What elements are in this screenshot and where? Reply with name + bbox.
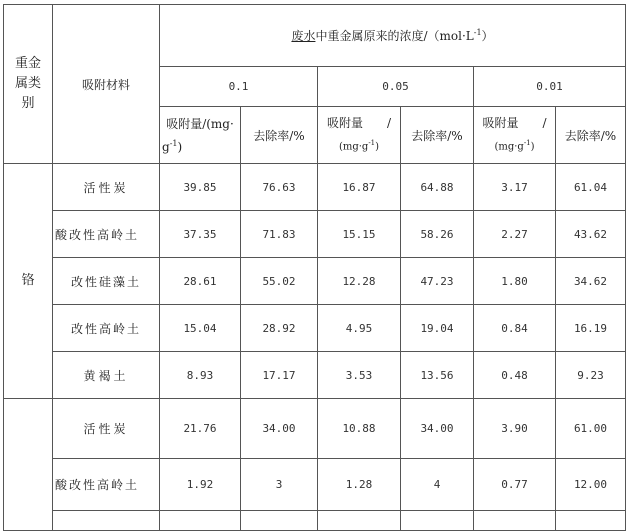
value: 61.00	[573, 422, 608, 435]
metal-label: 铬	[21, 273, 35, 288]
table-row	[4, 305, 626, 352]
value-cell	[474, 258, 556, 305]
value-cell	[241, 399, 318, 459]
value: 71.83	[262, 227, 296, 241]
removal-label-2: 去除率/%	[411, 128, 463, 143]
value: 3	[275, 478, 283, 491]
ads-alt-b-2: (mg·g	[494, 141, 524, 153]
value: 34.00	[262, 422, 296, 435]
material-label: 活性炭	[83, 180, 129, 195]
value-cell	[318, 459, 401, 511]
header-concentration	[160, 5, 626, 67]
value: 39.85	[183, 180, 217, 194]
header-adsorption-3	[474, 107, 556, 164]
value: 1.28	[345, 478, 373, 491]
value-cell	[474, 459, 556, 511]
value-cell	[401, 352, 474, 399]
header-removal-3	[556, 107, 626, 164]
value: 28.92	[262, 321, 296, 335]
value-cell	[474, 511, 556, 531]
value-cell	[318, 305, 401, 352]
material-label: 活性炭	[83, 422, 129, 436]
value: 21.76	[183, 422, 217, 435]
ads-alt-b-exp-2: -1	[523, 138, 531, 147]
value: 15.15	[342, 227, 376, 241]
value-cell	[241, 511, 318, 531]
material-cell	[53, 258, 160, 305]
material-cell	[53, 211, 160, 258]
table-row	[4, 459, 626, 511]
value-cell	[556, 305, 626, 352]
value: 64.88	[420, 180, 454, 194]
ads-alt-b-exp-1: -1	[368, 138, 376, 147]
ads-alt-b-close-1: )	[375, 141, 380, 153]
value: 43.62	[573, 227, 608, 241]
value-cell	[160, 459, 241, 511]
conc-label-2: 0.05	[382, 80, 409, 93]
table-row	[4, 211, 626, 258]
value-cell	[241, 305, 318, 352]
ads-alt-b-close-2: )	[530, 141, 535, 153]
ads-alt-b-wrap-1	[318, 133, 400, 157]
value: 1.92	[186, 478, 214, 491]
table-row	[4, 399, 626, 459]
value-cell	[401, 258, 474, 305]
value-cell	[401, 164, 474, 211]
header-conc-rest: 中重金属原来的浓度/（mol·L	[315, 29, 474, 43]
ads-label-b-exp: -1	[169, 138, 178, 148]
value-cell	[160, 258, 241, 305]
value-cell	[160, 211, 241, 258]
material-cell	[53, 305, 160, 352]
conc-0.05	[318, 67, 474, 107]
value-cell	[160, 511, 241, 531]
value-cell	[318, 211, 401, 258]
header-metal-category-label: 重金属类别	[14, 56, 41, 111]
value: 4.95	[345, 321, 373, 335]
material-label: 改性高岭土	[70, 321, 141, 336]
value-cell	[556, 211, 626, 258]
value: 34.62	[573, 274, 608, 288]
value: 13.56	[420, 368, 454, 382]
ads-label-a: 吸附量/(mg·	[166, 116, 234, 131]
value-cell	[160, 352, 241, 399]
value: 16.19	[573, 321, 608, 335]
value-cell	[318, 511, 401, 531]
header-conc-close: ）	[481, 29, 494, 43]
table-row	[4, 352, 626, 399]
header-removal-2	[401, 107, 474, 164]
value: 55.02	[262, 274, 296, 288]
value-cell	[474, 305, 556, 352]
value-cell	[241, 258, 318, 305]
ads-label-b-wrap	[160, 134, 240, 157]
header-material-label: 吸附材料	[81, 77, 130, 92]
conc-0.1	[160, 67, 318, 107]
adsorption-table	[3, 4, 626, 531]
value-cell	[556, 352, 626, 399]
value-cell	[401, 211, 474, 258]
material-cell	[53, 352, 160, 399]
value: 8.93	[186, 368, 214, 382]
table-row	[4, 164, 626, 211]
material-label: 酸改性高岭土	[55, 478, 140, 492]
removal-label-1: 去除率/%	[253, 128, 305, 143]
value: 3.90	[501, 422, 528, 435]
table-row	[4, 511, 626, 531]
value: 0.48	[501, 368, 528, 382]
value-cell	[241, 352, 318, 399]
header-adsorption-2	[318, 107, 401, 164]
value-cell	[556, 399, 626, 459]
material-label: 黄褐土	[83, 368, 129, 383]
value: 61.04	[573, 180, 608, 194]
value-cell	[160, 305, 241, 352]
removal-label-3: 去除率/%	[564, 128, 617, 143]
header-conc-exp: -1	[473, 28, 482, 37]
material-cell	[53, 399, 160, 459]
conc-label-1: 0.1	[228, 80, 249, 93]
value: 9.23	[577, 368, 604, 382]
value: 0.84	[501, 321, 528, 335]
header-adsorption-1	[160, 107, 241, 164]
value-cell	[474, 211, 556, 258]
value-cell	[474, 164, 556, 211]
value-cell	[160, 399, 241, 459]
header-conc-prefix: 废水	[291, 29, 316, 43]
value-cell	[556, 258, 626, 305]
value: 0.77	[501, 478, 528, 491]
value: 12.00	[573, 478, 608, 491]
value-cell	[556, 459, 626, 511]
value: 58.26	[420, 227, 454, 241]
material-cell	[53, 459, 160, 511]
value: 76.63	[262, 180, 296, 194]
value: 3.17	[501, 180, 528, 194]
value-cell	[160, 164, 241, 211]
value: 2.27	[501, 227, 528, 241]
conc-label-3: 0.01	[536, 80, 563, 93]
value-cell	[241, 459, 318, 511]
value-cell	[241, 211, 318, 258]
value-cell	[401, 459, 474, 511]
value: 15.04	[183, 321, 217, 335]
value-cell	[318, 352, 401, 399]
ads-label-b: g	[162, 139, 170, 154]
conc-0.01	[474, 67, 626, 107]
value: 4	[433, 478, 441, 491]
value: 1.80	[501, 274, 528, 288]
ads-alt-b-1: (mg·g	[338, 141, 369, 153]
value: 34.00	[420, 422, 454, 435]
value: 16.87	[342, 180, 376, 194]
header-material	[53, 5, 160, 164]
value: 28.61	[183, 274, 217, 288]
value-cell	[556, 511, 626, 531]
value: 19.04	[420, 321, 454, 335]
value: 47.23	[420, 274, 454, 288]
value-cell	[474, 399, 556, 459]
value: 10.88	[342, 422, 376, 435]
metal-cell-second	[4, 399, 53, 531]
value-cell	[318, 164, 401, 211]
material-label: 改性硅藻土	[70, 274, 141, 289]
value-cell	[241, 164, 318, 211]
value-cell	[401, 511, 474, 531]
material-label: 酸改性高岭土	[55, 227, 140, 242]
ads-alt-a-2: 吸附量 /	[482, 115, 547, 130]
value-cell	[401, 399, 474, 459]
value: 3.53	[345, 368, 373, 382]
table-row	[4, 258, 626, 305]
value: 17.17	[262, 368, 296, 382]
value-cell	[556, 164, 626, 211]
header-removal-1	[241, 107, 318, 164]
ads-label-b-close: )	[177, 139, 183, 154]
ads-alt-a-1: 吸附量 /	[326, 115, 392, 130]
value-cell	[318, 399, 401, 459]
material-cell	[53, 164, 160, 211]
value-cell	[318, 258, 401, 305]
value-cell	[474, 352, 556, 399]
value: 12.28	[342, 274, 376, 288]
material-cell	[53, 511, 160, 531]
ads-alt-b-wrap-2	[474, 133, 555, 157]
metal-cell-chromium	[4, 164, 53, 399]
value: 37.35	[183, 227, 217, 241]
header-metal-category	[4, 5, 53, 164]
value-cell	[401, 305, 474, 352]
